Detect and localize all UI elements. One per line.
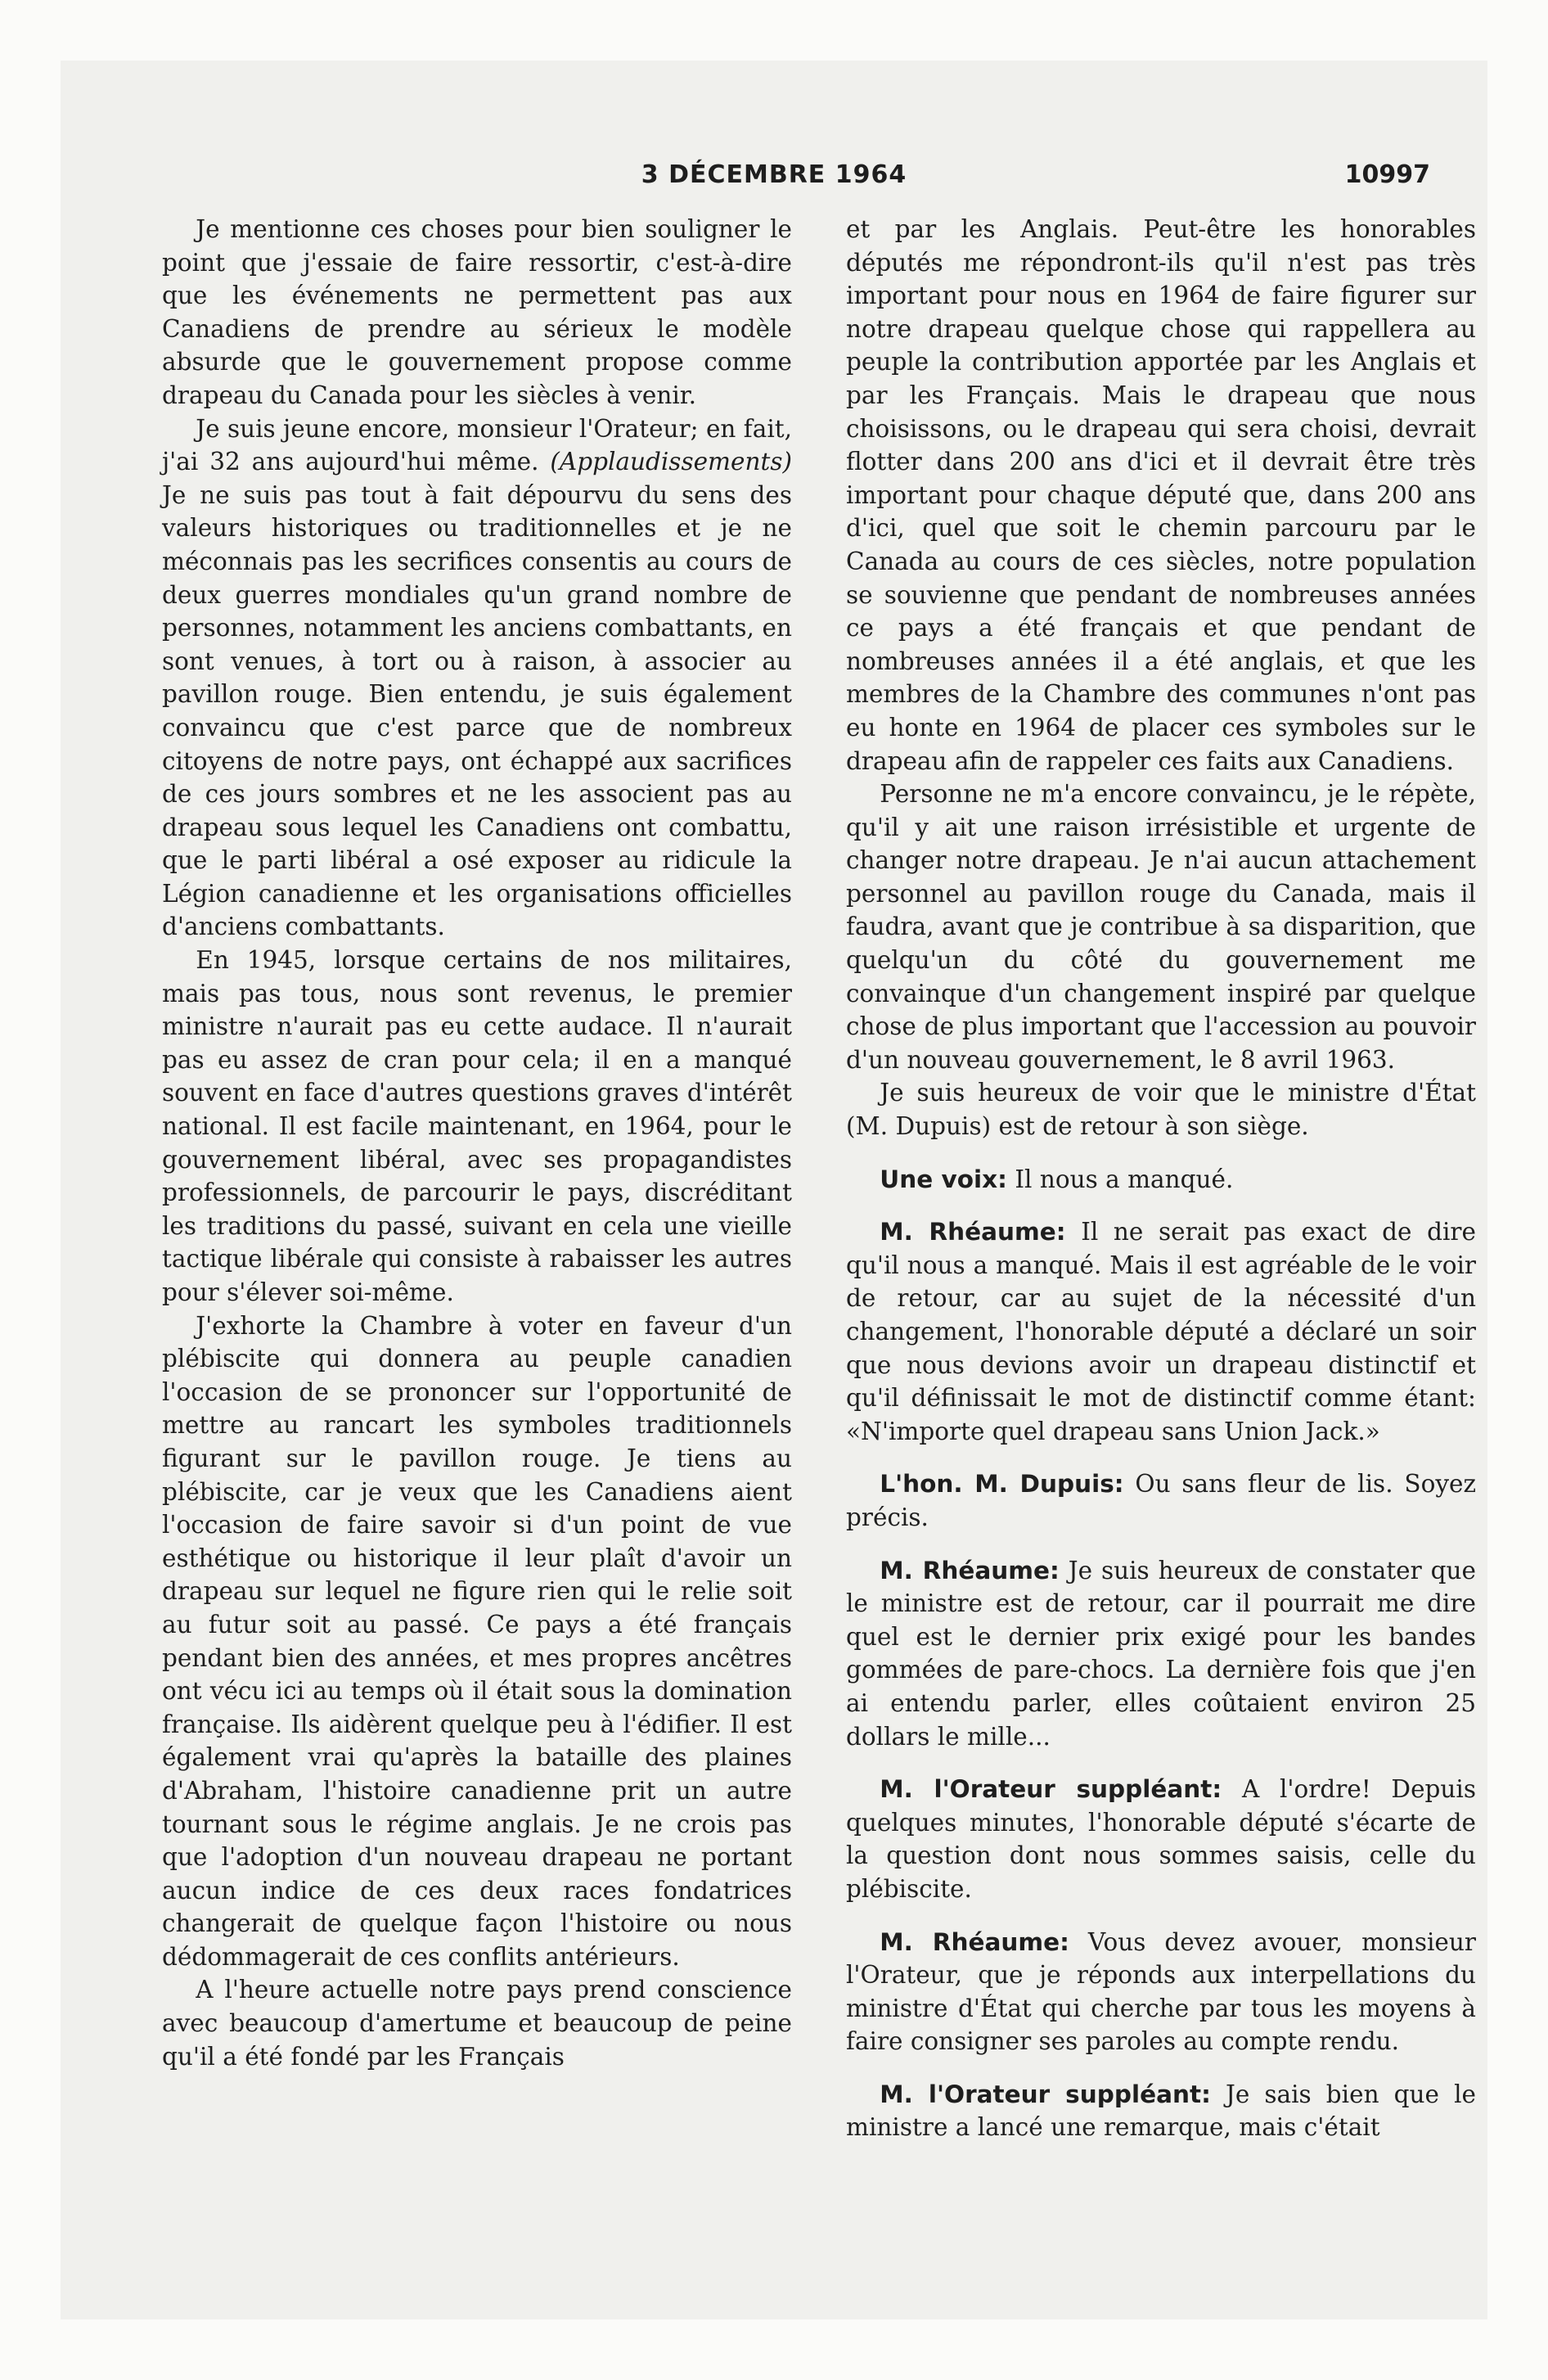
speaker-name: M. Rhéaume: <box>880 1218 1066 1246</box>
speech-text: Il ne serait pas exact de dire qu'il nous a manqué. Mais il est agréable de le voir de retour, car au sujet de la nécessité d'un changement, l'honorable député a déclaré un soir que nous devions avoir un drapeau distinctif et qu'il définissait le mot de distinctif comme étant: «N'importe quel drapeau sans Union Jack.» <box>846 1218 1476 1445</box>
page-sheet <box>61 61 1487 2319</box>
speaker-name: M. l'Orateur suppléant: <box>880 2080 1211 2108</box>
speaker-name: M. l'Orateur suppléant: <box>880 1775 1222 1804</box>
paragraph: Personne ne m'a encore convaincu, je le répète, qu'il y ait une raison irrésistible et urgente de changer notre drapeau. Je n'ai aucun attachement personnel au pavillon rouge du Canada, mais il faudra, avant que je contribue à sa disparition, que quelqu'un du côté du gouvernement me convainque d'un changement inspiré par quelque chose de plus important que l'accession au pouvoir d'un nouveau gouvernement, le 8 avril 1963. <box>846 780 1476 1074</box>
speech <box>846 1554 1476 1754</box>
left-column <box>162 213 792 2073</box>
paragraph: Je mentionne ces choses pour bien souligner le point que j'essaie de faire ressortir, c'est-à-dire que les événements ne permettent pas aux Canadiens de prendre au sérieux le modèle absurde que le gouvernement propose comme drapeau du Canada pour les siècles à venir. <box>162 215 792 409</box>
speaker-name: L'hon. M. Dupuis: <box>880 1470 1124 1499</box>
page-number: 10997 <box>1344 160 1430 189</box>
applause-note: (Applaudissements) <box>550 448 792 476</box>
right-column <box>846 213 1476 2144</box>
speech <box>846 1926 1476 2058</box>
speech-text: Je sais bien que le ministre a lancé une remarque, mais c'était <box>846 2080 1476 2142</box>
paragraph: et par les Anglais. Peut-être les honorables députés me répondront-ils qu'il n'est pas très important pour nous en 1964 de faire figurer sur notre drapeau quelque chose qui rappellera au peuple la contribution apportée par les Anglais et par les Français. Mais le drapeau que nous choisissons, ou le drapeau qui sera choisi, devrait flotter dans 200 ans d'ici et il devrait être très important pour chaque député que, dans 200 ans d'ici, quel que soit le chemin parcouru par le Canada au cours de ces siècles, notre population se souvienne que pendant de nombreuses années ce pays a été français et que pendant de nombreuses années il a été anglais, et que les membres de la Chambre des communes n'ont pas eu honte en 1964 de placer ces symboles sur le drapeau afin de rappeler ces faits aux Canadiens. <box>846 215 1476 775</box>
speech-text: Je suis heureux de constater que le ministre est de retour, car il pourrait me dire quel est le dernier prix exigé pour les bandes gommées de pare-chocs. La dernière fois que j'en ai entendu parler, elles coûtaient environ 25 dollars le mille... <box>846 1556 1476 1751</box>
paragraph: A l'heure actuelle notre pays prend conscience avec beaucoup d'amertume et beaucoup de peine qu'il a été fondé par les Français <box>162 1976 792 2071</box>
speech <box>846 1215 1476 1448</box>
speaker-name: M. Rhéaume: <box>880 1927 1069 1956</box>
paragraph-text: Je ne suis pas tout à fait dépourvu du sens des valeurs historiques ou traditionnelles et je ne méconnais pas les secrifices consentis au cours de deux guerres mondiales qu'un grand nombre de personnes, notamment les anciens combattants, en sont venues, à tort ou à raison, à associer au pavillon rouge. Bien entendu, je suis également convaincu que c'est parce que de nombreux citoyens de notre pays, ont échappé aux sacrifices de ces jours sombres et ne les associent pas au drapeau sous lequel les Canadiens ont combattu, que le parti libéral a osé exposer au ridicule la Légion canadienne et les organisations officielles d'anciens combattants. <box>162 480 792 941</box>
speech <box>846 1773 1476 1905</box>
page-header <box>61 144 1487 193</box>
speech <box>846 1163 1476 1197</box>
page-date: 3 DÉCEMBRE 1964 <box>641 160 907 189</box>
speech-text: A l'ordre! Depuis quelques minutes, l'honorable député s'écarte de la question dont nous sommes saisis, celle du plébiscite. <box>846 1775 1476 1903</box>
paragraph-text: Je suis jeune encore, monsieur l'Orateur; en fait, j'ai 32 ans aujourd'hui même. <box>162 414 792 476</box>
paragraph: En 1945, lorsque certains de nos militaires, mais pas tous, nous sont revenus, le premier ministre n'aurait pas eu cette audace. Il n'aurait pas eu assez de cran pour cela; il en a manqué souvent en face d'autres questions graves d'intérêt national. Il est facile maintenant, en 1964, pour le gouvernement libéral, avec ses propagandistes professionnels, de parcourir le pays, discréditant les traditions du passé, suivant en cela une vieille tactique libérale qui consiste à rabaisser les autres pour s'élever soi-même. <box>162 946 792 1306</box>
speech-text: Ou sans fleur de lis. Soyez précis. <box>846 1470 1476 1531</box>
speaker-name: Une voix: <box>880 1165 1007 1193</box>
speech-text: Il nous a manqué. <box>1015 1165 1234 1193</box>
paragraph <box>162 412 792 944</box>
speech-text: Vous devez avouer, monsieur l'Orateur, que je réponds aux interpellations du ministre d'État qui cherche par tous les moyens à faire consigner ses paroles au compte rendu. <box>846 1927 1476 2056</box>
speaker-name: M. Rhéaume: <box>880 1556 1060 1584</box>
paragraph: Je suis heureux de voir que le ministre d'État (M. Dupuis) est de retour à son siège. <box>846 1079 1476 1141</box>
speech <box>846 1467 1476 1534</box>
speech <box>846 2078 1476 2144</box>
paragraph: J'exhorte la Chambre à voter en faveur d'un plébiscite qui donnera au peuple canadien l'occasion de se prononcer sur l'opportunité de mettre au rancart les symboles traditionnels figurant sur le pavillon rouge. Je tiens au plébiscite, car je veux que les Canadiens aient l'occasion de faire savoir si d'un point de vue esthétique ou historique il leur plaît d'avoir un drapeau sur lequel ne figure rien qui le relie soit au futur soit au passé. Ce pays a été français pendant bien des années, et mes propres ancêtres ont vécu ici au temps où il était sous la domination française. Ils aidèrent quelque peu à l'édifier. Il est également vrai qu'après la bataille des plaines d'Abraham, l'histoire canadienne prit un autre tournant sous le régime anglais. Je ne crois pas que l'adoption d'un nouveau drapeau ne portant aucun indice de ces deux races fondatrices changerait de quelque façon l'histoire ou nous dédommagerait de ces conflits antérieurs. <box>162 1311 792 1971</box>
